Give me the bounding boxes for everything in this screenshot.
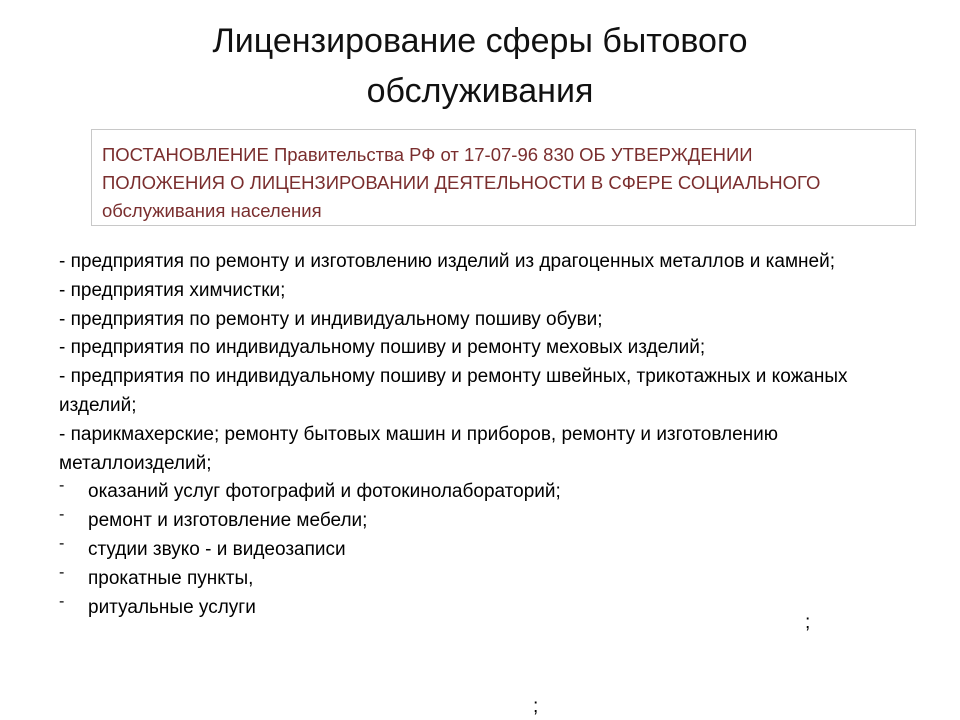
slide-title	[0, 16, 960, 116]
list-item: - предприятия по ремонту и изготовлению изделий из драгоценных металлов и камней;	[59, 251, 835, 272]
bullet-item-text: студии звуко - и видеозаписи	[88, 538, 346, 560]
bullet-dash: -	[59, 534, 65, 552]
bullet-list-item	[59, 507, 919, 536]
bullet-item-text: прокатные пункты,	[88, 567, 254, 589]
bullet-list-item	[59, 594, 919, 623]
list-item: - предприятия по ремонту и индивидуальному пошиву обуви;	[59, 308, 603, 330]
list-item: - предприятия химчистки;	[59, 279, 286, 301]
stray-semicolon-bottom: ;	[533, 696, 539, 717]
regulation-line-2: ПОЛОЖЕНИЯ О ЛИЦЕНЗИРОВАНИИ ДЕЯТЕЛЬНОСТИ В СФЕРЕ СОЦИАЛЬНОГО	[102, 172, 821, 193]
bullet-dash: -	[59, 477, 65, 495]
services-list	[59, 248, 919, 622]
regulation-box	[91, 129, 916, 226]
bullet-item-text: ремонт и изготовление мебели;	[88, 510, 368, 532]
list-item: - предприятия по индивидуальному пошиву и ремонту швейных, трикотажных и кожаных изделий;	[59, 366, 848, 416]
regulation-line-3: обслуживания населения	[102, 200, 322, 221]
slide-title-line-1: Лицензирование сферы бытового	[212, 22, 748, 60]
slide-title-line-2: обслуживания	[366, 72, 594, 110]
bullet-list-item	[59, 478, 919, 507]
bullet-item-text: оказаний услуг фотографий и фотокинолабораторий;	[88, 481, 561, 503]
bullet-list-item	[59, 536, 919, 565]
bullet-list-item	[59, 565, 919, 594]
list-item: - парикмахерские; ремонту бытовых машин и приборов, ремонту и изготовлению металлоизделий;	[59, 423, 779, 474]
bullet-dash: -	[59, 592, 65, 610]
list-item: - предприятия по индивидуальному пошиву и ремонту меховых изделий;	[59, 337, 706, 359]
regulation-line-1: ПОСТАНОВЛЕНИЕ Правительства РФ от 17-07-96 830 ОБ УТВЕРЖДЕНИИ	[102, 144, 753, 165]
stray-semicolon-right: ;	[805, 612, 811, 633]
bullet-item-text: ритуальные услуги	[88, 596, 256, 618]
bullet-dash: -	[59, 506, 65, 524]
bullet-dash: -	[59, 563, 65, 581]
